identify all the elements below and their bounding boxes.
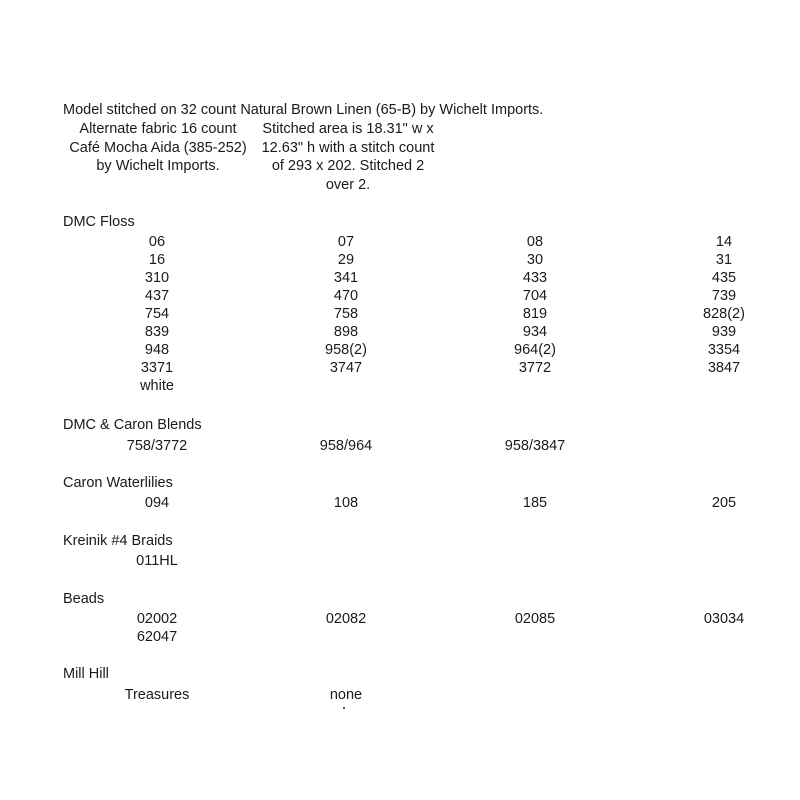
thread-code: 3747 [329, 360, 363, 376]
table-row [63, 287, 773, 305]
section-title-beads: Beads [63, 591, 105, 607]
table-row [63, 610, 773, 628]
model-line: Model stitched on 32 count Natural Brown Linen (65-B) by Wichelt Imports. [63, 102, 544, 118]
table-row [63, 269, 773, 287]
mill-hill-label: Treasures [124, 687, 190, 703]
table-row [63, 305, 773, 323]
thread-code: 08 [526, 234, 544, 250]
thread-code: 739 [711, 288, 737, 304]
thread-code: 437 [144, 288, 170, 304]
bead-code: 03034 [703, 611, 745, 627]
area-line: of 293 x 202. Stitched 2 [271, 158, 425, 174]
thread-code: 898 [333, 324, 359, 340]
thread-code: 3371 [140, 360, 174, 376]
kreinik-grid [63, 552, 773, 570]
thread-code: 939 [711, 324, 737, 340]
thread-code: 341 [333, 270, 359, 286]
thread-code: 3847 [707, 360, 741, 376]
thread-code: 07 [337, 234, 355, 250]
table-row [63, 341, 773, 359]
thread-code: 758 [333, 306, 359, 322]
bead-code: 02002 [136, 611, 178, 627]
mill-hill-grid [63, 686, 773, 704]
thread-code: 310 [144, 270, 170, 286]
area-line: Stitched area is 18.31" w x [262, 121, 434, 137]
alt-line: Alternate fabric 16 count [79, 121, 237, 137]
thread-code: 3772 [518, 360, 552, 376]
waterlily-code: 205 [711, 495, 737, 511]
thread-code: white [140, 378, 174, 394]
waterlilies-grid [63, 494, 773, 512]
waterlily-code: 108 [333, 495, 359, 511]
thread-code: 704 [522, 288, 548, 304]
table-row [63, 437, 773, 455]
intro-block [63, 101, 583, 194]
thread-code: 433 [522, 270, 548, 286]
area-line: 12.63" h with a stitch count [261, 139, 435, 156]
blend-code: 758/3772 [126, 438, 188, 454]
thread-code: 964(2) [514, 342, 556, 358]
thread-code: 3354 [707, 342, 741, 358]
beads-grid [63, 610, 773, 646]
alt-line: by Wichelt Imports. [96, 158, 220, 174]
thread-code: 839 [144, 324, 170, 340]
thread-code: 14 [715, 234, 733, 250]
stitched-area-note [253, 120, 443, 194]
thread-code: 470 [333, 288, 359, 304]
bead-code: 62047 [136, 629, 178, 645]
table-row [63, 377, 773, 395]
bead-code: 02082 [325, 611, 367, 627]
table-row [63, 494, 773, 512]
intro-columns [63, 120, 583, 194]
table-row [63, 323, 773, 341]
thread-code: 948 [144, 342, 170, 358]
alternate-fabric-note [63, 120, 253, 194]
table-row [63, 251, 773, 269]
table-row [63, 686, 773, 704]
thread-code: 934 [522, 324, 548, 340]
thread-code: 06 [148, 234, 166, 250]
table-row [63, 552, 773, 570]
blends-grid [63, 437, 773, 455]
thread-code: 29 [337, 252, 355, 268]
area-line: over 2. [325, 176, 371, 193]
dmc-floss-grid [63, 233, 773, 395]
table-row [63, 233, 773, 251]
thread-code: 30 [526, 252, 544, 268]
section-title-kreinik: Kreinik #4 Braids [63, 533, 173, 549]
bead-code: 02085 [514, 611, 556, 627]
alt-line: Café Mocha Aida (385-252) [69, 139, 247, 156]
section-title-waterlilies: Caron Waterlilies [63, 475, 173, 491]
thread-code: 958(2) [325, 342, 367, 358]
thread-code: 819 [522, 306, 548, 322]
waterlily-code: 094 [144, 495, 170, 511]
waterlily-code: 185 [522, 495, 548, 511]
thread-code: 828(2) [703, 306, 745, 322]
table-row [63, 359, 773, 377]
blend-code: 958/964 [319, 438, 373, 454]
thread-code: 754 [144, 306, 170, 322]
braid-code: 011HL [136, 553, 178, 569]
cursor-mark [343, 707, 345, 709]
thread-code: 31 [715, 252, 733, 268]
thread-code: 16 [148, 252, 166, 268]
section-title-dmc-floss: DMC Floss [63, 214, 135, 230]
thread-code: 435 [711, 270, 737, 286]
section-title-mill-hill: Mill Hill [63, 666, 109, 682]
section-title-blends: DMC & Caron Blends [63, 417, 202, 433]
table-row [63, 628, 773, 646]
blend-code: 958/3847 [504, 438, 566, 454]
mill-hill-value: none [329, 687, 363, 703]
